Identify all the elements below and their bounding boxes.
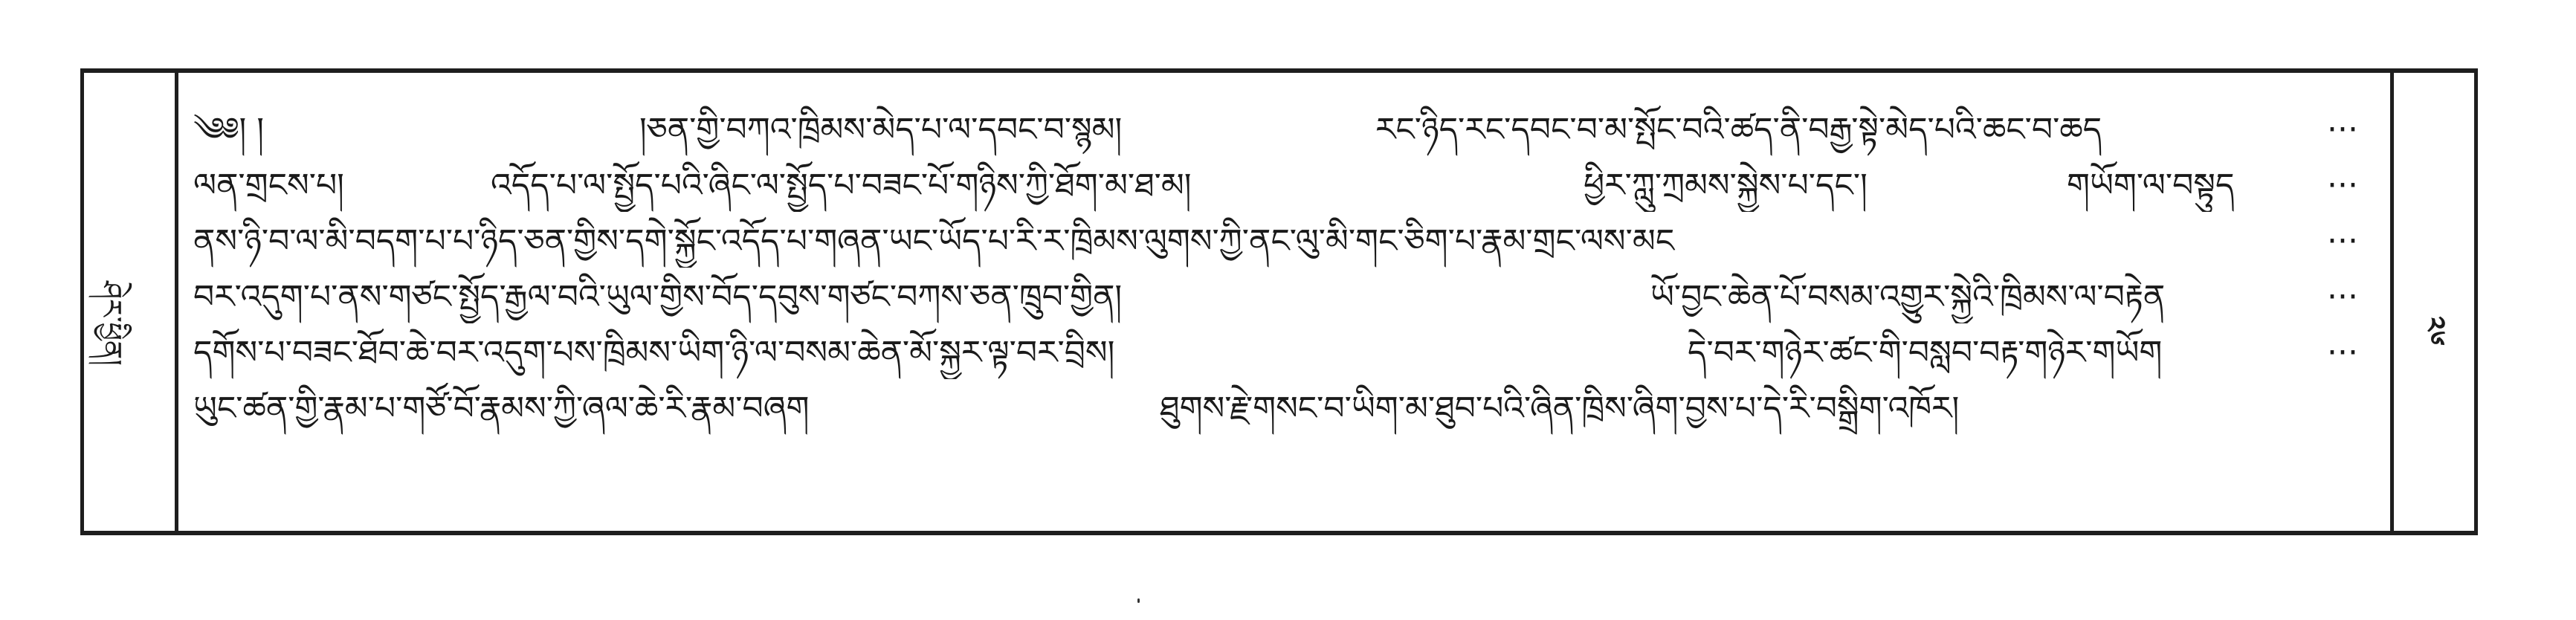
text-segment: རང་ཉིད་རང་དབང་བ་མ་སྤོང་བའི་ཚད་ནི་བརྒྱ་སྟེ་མེད་པའི་ཆང་བ་ཆད [1375, 111, 2102, 149]
continuation-dots: ··· [2327, 167, 2358, 204]
text-segment: ཡོ་བྱང་ཆེན་པོ་བསམ་འགྱུར་སྐྱེའི་ཁྲིམས་ལ་བརྟེན [1650, 278, 2166, 316]
text-line-3 [193, 216, 2372, 268]
text-line-5 [193, 327, 2372, 379]
continuation-dots: ··· [2327, 334, 2358, 372]
left-margin-rule [175, 71, 178, 532]
text-line-4 [193, 271, 2372, 323]
continuation-dots: ··· [2327, 222, 2358, 260]
text-segment: གཡོག་ལ་བསྟུད [2067, 167, 2235, 204]
text-segment: ཕྱིར་ཀླུ་ཀྲམས་སྐྱེས་པ་དང་། [1584, 167, 1868, 204]
text-segment: ལན་གྲངས་པ། [193, 167, 344, 204]
text-segment: ༄༅། ། [193, 111, 265, 149]
continuation-dots: ··· [2327, 278, 2358, 316]
continuation-dots: ··· [2327, 111, 2358, 149]
stray-ink-dot [1137, 598, 1140, 603]
text-segment: འདོད་པ་ལ་སྤྱོད་པའི་ཞིང་ལ་སྤྱོད་པ་བཟང་པོ་གཉིས་ཀྱི་ཐོག་མ་ཐ་མ། [491, 167, 1192, 204]
text-segment: བར་འདུག་པ་ནས་གཙང་སྤྱོད་རྒྱལ་བའི་ཡུལ་གྱིས་བོད་དབུས་གཙང་བཀས་ཅན་ཁྲུབ་གྱིན། [193, 278, 1123, 316]
text-line-2 [193, 160, 2372, 212]
text-segment: ཐུགས་རྗེ་གསང་བ་ཡིག་མ་ཐུབ་པའི་ཞིན་ཁྲིས་ཞིག་བྱས་པ་དེ་རི་བསྒྲིག་འཁོར། [1160, 390, 1960, 427]
right-margin-rule [2390, 71, 2394, 532]
text-line-6 [193, 383, 2372, 435]
text-segment: ཡུང་ཚན་གྱི་རྣམ་པ་གཙོ་བོ་རྣམས་ཀྱི་ཞལ་ཆེ་རི་རྣམ་བཞག [193, 390, 810, 427]
text-segment: ནས་ཉི་བ་ལ་མི་བདག་པ་པ་ཉིད་ཅན་གྱིས་དགེ་སྐྱོང་འདོད་པ་གཞན་ཡང་ཡོད་པ་རི་ར་ཁྲིམས་ལུགས་ཀྱི་ནང་ལུ་མི་གང་ཅིག་པ་རྣམ་གྲང་ལས་མང [193, 222, 1675, 260]
text-segment: །ཅན་གྱི་བཀའ་ཁྲིམས་མེད་པ་ལ་དབང་བ་སྙམ། [639, 111, 1123, 149]
folio-page-number: ༢༦ [2418, 316, 2451, 346]
left-margin-title: ཤེར་ཕྱིན། [95, 281, 128, 366]
text-segment: དེ་བར་གཉེར་ཚང་གི་བསླབ་བརྟ་གཉེར་གཡོག [1688, 334, 2163, 372]
text-segment: དགོས་པ་བཟང་ཐོབ་ཆེ་བར་འདུག་པས་ཁྲིམས་ཡིག་ཉི་ལ་བསམ་ཆེན་མོ་སྐྱར་ལྟ་བར་བྲིས། [193, 334, 1115, 372]
tibetan-text-block [193, 104, 2372, 520]
text-line-1 [193, 104, 2372, 156]
